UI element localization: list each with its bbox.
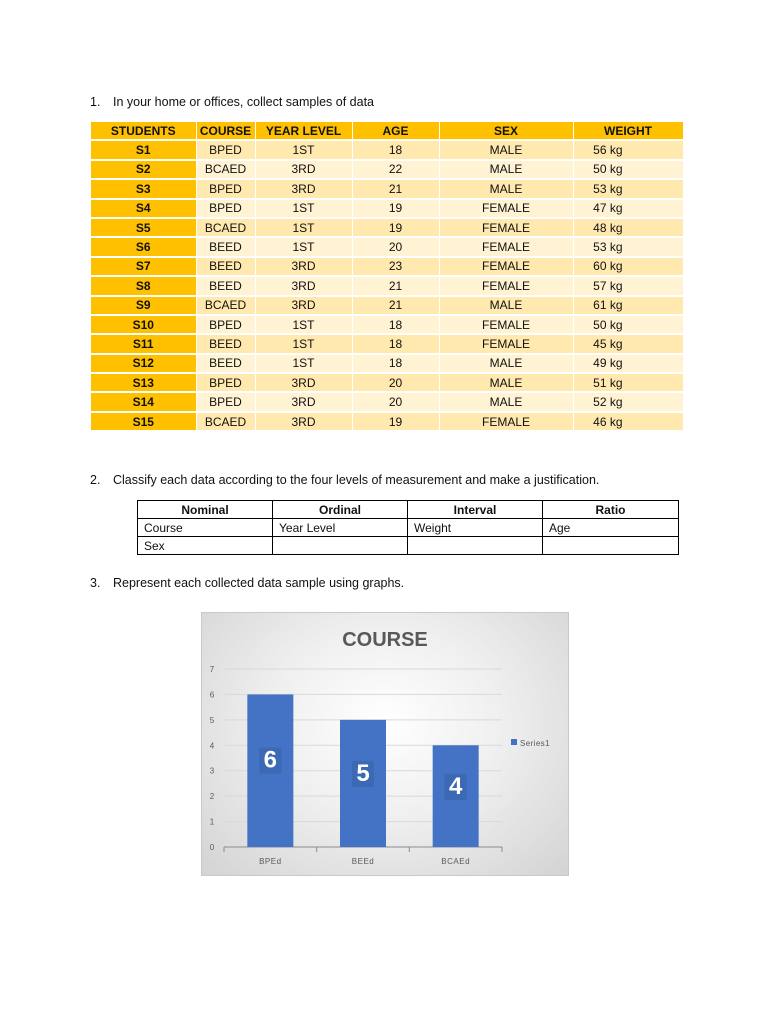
table-cell: 22 — [352, 160, 439, 179]
y-tick-label: 4 — [209, 741, 215, 751]
table-cell: 3RD — [255, 412, 352, 431]
table-row — [91, 354, 683, 373]
levels-col-header: Ratio — [543, 501, 679, 519]
y-tick-label: 5 — [209, 715, 215, 725]
table-cell: BPED — [196, 373, 255, 392]
table-cell: BPED — [196, 140, 255, 159]
question-text: In your home or offices, collect samples of data — [113, 95, 375, 109]
question-1 — [90, 94, 374, 110]
table-cell: 20 — [352, 392, 439, 411]
students-col-header: WEIGHT — [573, 122, 683, 140]
table-cell: 18 — [352, 334, 439, 353]
data-label: 6 — [263, 746, 278, 774]
table-cell: FEMALE — [439, 199, 573, 218]
table-row — [138, 537, 679, 555]
table-cell: BPED — [196, 179, 255, 198]
table-cell: Age — [543, 519, 679, 537]
table-cell: S2 — [91, 160, 196, 179]
table-cell: FEMALE — [439, 334, 573, 353]
question-number: 1. — [90, 95, 101, 109]
table-cell: FEMALE — [439, 257, 573, 276]
table-cell: BEED — [196, 237, 255, 256]
y-tick-label: 2 — [209, 792, 215, 802]
table-cell: 21 — [352, 276, 439, 295]
students-col-header: YEAR LEVEL — [255, 122, 352, 140]
table-cell: S5 — [91, 218, 196, 237]
students-data-table — [91, 122, 684, 432]
table-cell: 21 — [352, 179, 439, 198]
table-cell: S9 — [91, 296, 196, 315]
table-cell: S10 — [91, 315, 196, 334]
table-cell: S15 — [91, 412, 196, 431]
students-col-header: STUDENTS — [91, 122, 196, 140]
table-cell: BPED — [196, 199, 255, 218]
table-row — [138, 519, 679, 537]
table-cell: 1ST — [255, 199, 352, 218]
table-row — [91, 160, 683, 179]
table-cell: 18 — [352, 140, 439, 159]
data-label: 4 — [448, 773, 463, 801]
y-tick-label: 3 — [209, 766, 215, 776]
data-label: 5 — [356, 759, 370, 787]
table-cell: 52 kg — [573, 392, 683, 411]
table-cell: 19 — [352, 218, 439, 237]
table-cell: MALE — [439, 179, 573, 198]
levels-col-header: Nominal — [138, 501, 273, 519]
table-cell: 23 — [352, 257, 439, 276]
table-cell: BPED — [196, 315, 255, 334]
table-cell: 3RD — [255, 276, 352, 295]
levels-col-header: Interval — [408, 501, 543, 519]
table-cell: 51 kg — [573, 373, 683, 392]
table-cell: S3 — [91, 179, 196, 198]
table-cell: S1 — [91, 140, 196, 159]
question-number: 2. — [90, 473, 101, 487]
table-row — [91, 276, 683, 295]
table-row — [91, 373, 683, 392]
question-text: Represent each collected data sample using graphs. — [113, 576, 405, 590]
table-cell: MALE — [439, 140, 573, 159]
table-cell: BEED — [196, 257, 255, 276]
students-col-header: SEX — [439, 122, 573, 140]
x-tick-label: BEEd — [351, 857, 375, 866]
table-cell: BEED — [196, 334, 255, 353]
legend-swatch — [511, 739, 517, 745]
table-cell: MALE — [439, 296, 573, 315]
table-cell: Year Level — [273, 519, 408, 537]
table-cell: 49 kg — [573, 354, 683, 373]
table-cell: FEMALE — [439, 237, 573, 256]
measurement-levels-table — [137, 500, 679, 555]
table-cell: 57 kg — [573, 276, 683, 295]
table-cell: 45 kg — [573, 334, 683, 353]
table-cell: S7 — [91, 257, 196, 276]
legend-label: Series1 — [520, 739, 550, 748]
question-number: 3. — [90, 576, 101, 590]
course-bar-chart — [201, 612, 569, 876]
table-cell: BEED — [196, 276, 255, 295]
table-cell: 60 kg — [573, 257, 683, 276]
table-row — [91, 237, 683, 256]
table-row — [91, 140, 683, 159]
table-cell: 47 kg — [573, 199, 683, 218]
table-cell: 20 — [352, 237, 439, 256]
table-cell: FEMALE — [439, 218, 573, 237]
table-cell: 1ST — [255, 315, 352, 334]
table-cell: BEED — [196, 354, 255, 373]
table-cell: 56 kg — [573, 140, 683, 159]
chart-title: COURSE — [342, 629, 428, 651]
table-cell: S6 — [91, 237, 196, 256]
table-row — [91, 257, 683, 276]
levels-col-header: Ordinal — [273, 501, 408, 519]
table-row — [91, 179, 683, 198]
table-cell: 48 kg — [573, 218, 683, 237]
question-2 — [90, 472, 599, 488]
table-cell: S12 — [91, 354, 196, 373]
table-cell: 53 kg — [573, 237, 683, 256]
table-cell: 3RD — [255, 373, 352, 392]
table-cell: Course — [138, 519, 273, 537]
students-col-header: COURSE — [196, 122, 255, 140]
table-row — [91, 334, 683, 353]
table-cell: MALE — [439, 373, 573, 392]
table-cell: 1ST — [255, 218, 352, 237]
table-cell: MALE — [439, 392, 573, 411]
table-cell: 19 — [352, 412, 439, 431]
table-cell: 18 — [352, 354, 439, 373]
table-cell: 53 kg — [573, 179, 683, 198]
table-cell: BCAED — [196, 296, 255, 315]
table-cell — [408, 537, 543, 555]
table-cell: 18 — [352, 315, 439, 334]
table-cell: 3RD — [255, 257, 352, 276]
y-tick-label: 6 — [209, 690, 215, 700]
x-tick-label: BPEd — [259, 857, 282, 866]
table-cell: BCAED — [196, 412, 255, 431]
students-col-header: AGE — [352, 122, 439, 140]
table-cell: FEMALE — [439, 412, 573, 431]
table-cell: 1ST — [255, 140, 352, 159]
table-cell: FEMALE — [439, 315, 573, 334]
question-3 — [90, 575, 404, 591]
table-row — [91, 218, 683, 237]
table-cell: 3RD — [255, 296, 352, 315]
table-cell: 1ST — [255, 334, 352, 353]
table-row — [91, 296, 683, 315]
table-cell: 50 kg — [573, 160, 683, 179]
table-cell: 20 — [352, 373, 439, 392]
y-tick-label: 0 — [209, 843, 215, 852]
table-row — [91, 199, 683, 218]
table-row — [91, 412, 683, 431]
table-cell: FEMALE — [439, 276, 573, 295]
table-cell: 3RD — [255, 160, 352, 179]
question-text: Classify each data according to the four levels of measurement and make a justification. — [113, 473, 600, 487]
table-row — [91, 392, 683, 411]
table-cell: 3RD — [255, 179, 352, 198]
table-cell: MALE — [439, 354, 573, 373]
table-cell: 21 — [352, 296, 439, 315]
table-cell: S11 — [91, 334, 196, 353]
table-cell: BCAED — [196, 218, 255, 237]
table-cell: 19 — [352, 199, 439, 218]
table-cell: S4 — [91, 199, 196, 218]
chart-canvas — [202, 613, 568, 875]
table-cell — [543, 537, 679, 555]
table-cell: BCAED — [196, 160, 255, 179]
table-cell: S13 — [91, 373, 196, 392]
table-cell: MALE — [439, 160, 573, 179]
table-cell: Sex — [138, 537, 273, 555]
y-tick-label: 1 — [209, 817, 215, 827]
table-cell: S8 — [91, 276, 196, 295]
table-cell: Weight — [408, 519, 543, 537]
table-cell: 61 kg — [573, 296, 683, 315]
table-cell: 1ST — [255, 237, 352, 256]
y-tick-label: 7 — [209, 665, 215, 674]
table-cell: BPED — [196, 392, 255, 411]
x-tick-label: BCAEd — [441, 857, 471, 866]
table-cell: S14 — [91, 392, 196, 411]
table-row — [91, 315, 683, 334]
table-cell — [273, 537, 408, 555]
table-cell: 46 kg — [573, 412, 683, 431]
table-cell: 1ST — [255, 354, 352, 373]
table-cell: 3RD — [255, 392, 352, 411]
table-cell: 50 kg — [573, 315, 683, 334]
